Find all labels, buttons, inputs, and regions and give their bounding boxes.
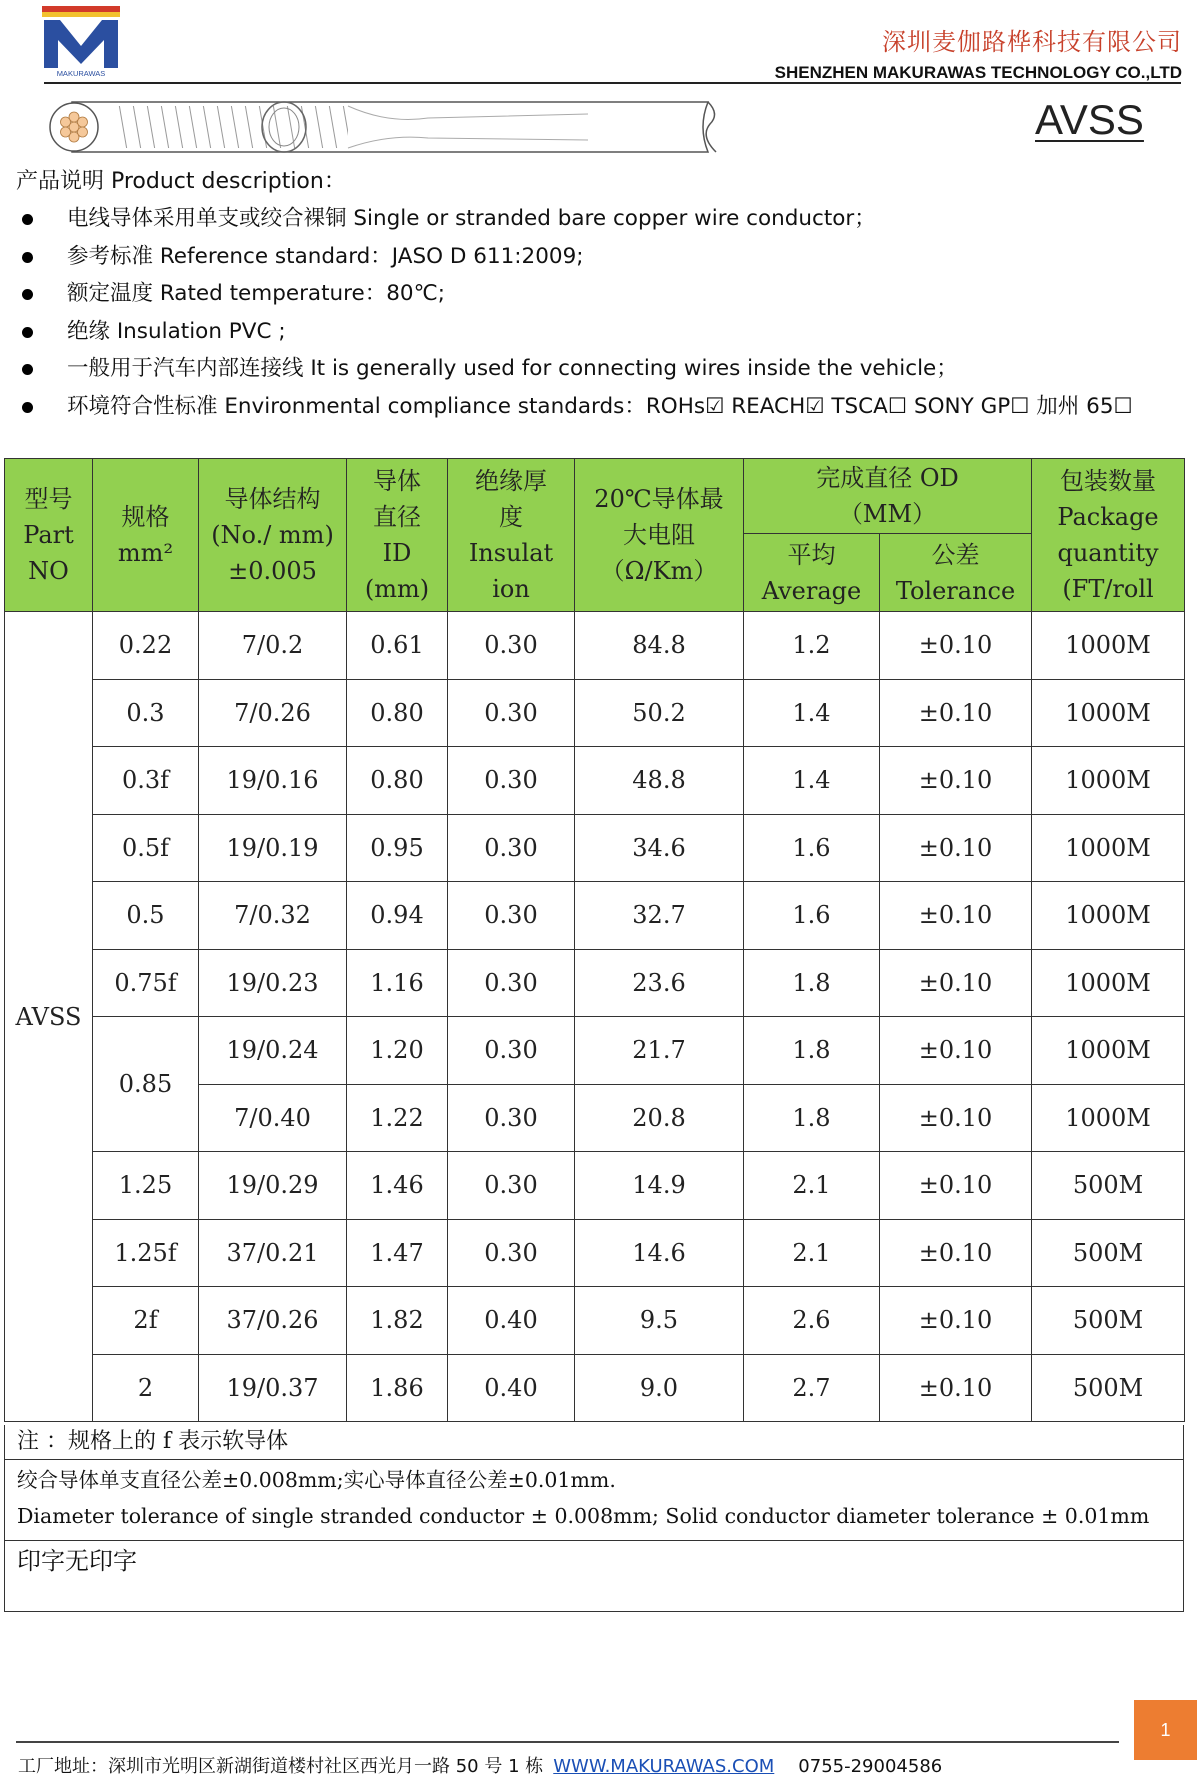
cell-average: 2.1: [744, 1219, 880, 1287]
header-od: 完成直径 OD （MM）: [744, 459, 1032, 534]
product-description: [16, 163, 1186, 425]
cell-average: 2.1: [744, 1152, 880, 1220]
cell-package: 500M: [1032, 1287, 1185, 1355]
cell-tolerance: ±0.10: [880, 949, 1032, 1017]
cell-insulation: 0.30: [448, 1084, 575, 1152]
website-link[interactable]: WWW.MAKURAWAS.COM: [553, 1756, 775, 1777]
cell-package: 1000M: [1032, 747, 1185, 815]
cell-average: 2.7: [744, 1354, 880, 1422]
cell-resistance: 14.9: [575, 1152, 744, 1220]
cell-average: 1.6: [744, 882, 880, 950]
cell-average: 1.6: [744, 814, 880, 882]
table-row: [5, 1287, 1185, 1355]
cell-tolerance: ±0.10: [880, 1084, 1032, 1152]
cell-structure: 19/0.23: [199, 949, 347, 1017]
cell-size: 0.75f: [93, 949, 199, 1017]
cell-insulation: 0.30: [448, 1017, 575, 1085]
table-row: [5, 949, 1185, 1017]
cell-average: 1.2: [744, 612, 880, 680]
phone-number: 0755-29004586: [798, 1756, 943, 1777]
cell-average: 1.8: [744, 1017, 880, 1085]
cell-average: 1.8: [744, 1084, 880, 1152]
cell-diameter: 1.22: [347, 1084, 448, 1152]
cell-diameter: 1.16: [347, 949, 448, 1017]
table-row: [5, 1354, 1185, 1422]
cell-tolerance: ±0.10: [880, 1354, 1032, 1422]
factory-address: 工厂地址：深圳市光明区新湖街道楼村社区西光月一路 50 号 1 栋: [18, 1756, 544, 1777]
cell-size: 2f: [93, 1287, 199, 1355]
cell-package: 1000M: [1032, 882, 1185, 950]
cell-diameter: 0.61: [347, 612, 448, 680]
footer-divider: [16, 1741, 1119, 1743]
cell-resistance: 34.6: [575, 814, 744, 882]
cell-resistance: 9.0: [575, 1354, 744, 1422]
cell-average: 1.4: [744, 747, 880, 815]
cell-size: 0.5f: [93, 814, 199, 882]
cell-diameter: 0.80: [347, 747, 448, 815]
cell-diameter: 1.47: [347, 1219, 448, 1287]
bullet-icon: [22, 402, 33, 413]
cell-structure: 37/0.26: [199, 1287, 347, 1355]
cell-diameter: 0.95: [347, 814, 448, 882]
bullet-icon: [22, 214, 33, 225]
description-item: 额定温度 Rated temperature：80℃;: [16, 275, 1186, 313]
cell-insulation: 0.30: [448, 747, 575, 815]
description-item: 一般用于汽车内部连接线 It is generally used for connecting wires inside the vehicle；: [16, 350, 1186, 388]
cell-insulation: 0.30: [448, 1219, 575, 1287]
description-item: 参考标准 Reference standard：JASO D 611:2009;: [16, 238, 1186, 276]
table-row: [5, 679, 1185, 747]
specification-table: [4, 458, 1185, 1422]
header-insulation: 绝缘厚 度 Insulat ion: [448, 459, 575, 612]
cell-resistance: 50.2: [575, 679, 744, 747]
cell-structure: 7/0.40: [199, 1084, 347, 1152]
table-row: [5, 1219, 1185, 1287]
cell-insulation: 0.30: [448, 612, 575, 680]
cell-package: 1000M: [1032, 814, 1185, 882]
cell-size: 0.22: [93, 612, 199, 680]
cell-resistance: 84.8: [575, 612, 744, 680]
model-title: AVSS: [1035, 96, 1144, 143]
cell-package: 1000M: [1032, 612, 1185, 680]
cell-resistance: 20.8: [575, 1084, 744, 1152]
cell-insulation: 0.40: [448, 1287, 575, 1355]
company-name-en: SHENZHEN MAKURAWAS TECHNOLOGY CO.,LTD: [774, 63, 1182, 82]
header-tolerance: 公差 Tolerance: [880, 534, 1032, 612]
cell-tolerance: ±0.10: [880, 1152, 1032, 1220]
cell-resistance: 23.6: [575, 949, 744, 1017]
company-header: [775, 22, 1182, 83]
cell-diameter: 1.20: [347, 1017, 448, 1085]
page-number: 1: [1134, 1700, 1197, 1760]
cell-resistance: 32.7: [575, 882, 744, 950]
cell-average: 1.8: [744, 949, 880, 1017]
cell-tolerance: ±0.10: [880, 1017, 1032, 1085]
bullet-icon: [22, 327, 33, 338]
cell-structure: 19/0.16: [199, 747, 347, 815]
footer: [18, 1752, 942, 1778]
table-row: [5, 1017, 1185, 1085]
cell-insulation: 0.30: [448, 949, 575, 1017]
cell-insulation: 0.30: [448, 882, 575, 950]
cell-structure: 7/0.32: [199, 882, 347, 950]
cell-size: 0.3f: [93, 747, 199, 815]
header-structure: 导体结构 (No./ mm) ±0.005: [199, 459, 347, 612]
cell-structure: 19/0.24: [199, 1017, 347, 1085]
note-tolerance-en: Diameter tolerance of single stranded conductor ± 0.008mm; Solid conductor diameter tolerance ± 0.01mm: [17, 1504, 1150, 1528]
cell-insulation: 0.40: [448, 1354, 575, 1422]
cell-size: 0.85: [93, 1017, 199, 1152]
table-row: [5, 612, 1185, 680]
cell-size: 1.25f: [93, 1219, 199, 1287]
cell-diameter: 1.82: [347, 1287, 448, 1355]
cell-structure: 19/0.19: [199, 814, 347, 882]
wire-illustration-icon: [48, 94, 748, 160]
cell-package: 1000M: [1032, 679, 1185, 747]
header-diameter: 导体 直径 ID (mm): [347, 459, 448, 612]
description-title: 产品说明 Product description：: [16, 169, 346, 194]
cell-package: 500M: [1032, 1152, 1185, 1220]
cell-package: 1000M: [1032, 949, 1185, 1017]
cell-structure: 7/0.2: [199, 612, 347, 680]
cell-diameter: 1.46: [347, 1152, 448, 1220]
makurawas-logo-icon: [42, 6, 120, 78]
cell-resistance: 21.7: [575, 1017, 744, 1085]
cell-structure: 37/0.21: [199, 1219, 347, 1287]
cell-tolerance: ±0.10: [880, 747, 1032, 815]
cell-tolerance: ±0.10: [880, 612, 1032, 680]
note-tolerance: [5, 1460, 1183, 1541]
note-printing: 印字无印字: [17, 1547, 137, 1575]
cell-resistance: 48.8: [575, 747, 744, 815]
cell-structure: 19/0.29: [199, 1152, 347, 1220]
cell-insulation: 0.30: [448, 1152, 575, 1220]
description-item: 环境符合性标准 Environmental compliance standards：ROHs☑ REACH☑ TSCA☐ SONY GP☐ 加州 65☐: [16, 388, 1186, 426]
header-divider: [44, 82, 1181, 84]
cell-structure: 19/0.37: [199, 1354, 347, 1422]
cell-diameter: 0.94: [347, 882, 448, 950]
cell-part-no: AVSS: [5, 612, 93, 1422]
company-logo: [42, 6, 120, 78]
note-soft-conductor: 注 ：规格上的 f 表示软导体: [5, 1425, 1183, 1460]
header-package: 包装数量 Package quantity (FT/roll: [1032, 459, 1185, 612]
description-item: 绝缘 Insulation PVC ;: [16, 313, 1186, 351]
cell-diameter: 0.80: [347, 679, 448, 747]
bullet-icon: [22, 289, 33, 300]
header-size: 规格 mm²: [93, 459, 199, 612]
cell-size: 2: [93, 1354, 199, 1422]
header-resistance: 20℃导体最 大电阻 （Ω/Km）: [575, 459, 744, 612]
table-row: [5, 882, 1185, 950]
cell-size: 0.5: [93, 882, 199, 950]
cell-insulation: 0.30: [448, 814, 575, 882]
cell-package: 1000M: [1032, 1017, 1185, 1085]
cell-average: 2.6: [744, 1287, 880, 1355]
cell-package: 1000M: [1032, 1084, 1185, 1152]
company-name-cn: 深圳麦伽路桦科技有限公司: [882, 28, 1182, 56]
note-tolerance-cn: 绞合导体单支直径公差±0.008mm;实心导体直径公差±0.01mm.: [17, 1468, 616, 1492]
cell-tolerance: ±0.10: [880, 679, 1032, 747]
cell-tolerance: ±0.10: [880, 814, 1032, 882]
cell-package: 500M: [1032, 1219, 1185, 1287]
cell-average: 1.4: [744, 679, 880, 747]
table-row: [5, 814, 1185, 882]
table-row: [5, 747, 1185, 815]
cell-structure: 7/0.26: [199, 679, 347, 747]
cell-size: 1.25: [93, 1152, 199, 1220]
bullet-icon: [22, 252, 33, 263]
description-item: 电线导体采用单支或绞合裸铜 Single or stranded bare copper wire conductor；: [16, 200, 1186, 238]
cell-tolerance: ±0.10: [880, 1219, 1032, 1287]
cell-insulation: 0.30: [448, 679, 575, 747]
cell-resistance: 9.5: [575, 1287, 744, 1355]
notes-section: [4, 1425, 1184, 1612]
header-average: 平均 Average: [744, 534, 880, 612]
cell-tolerance: ±0.10: [880, 1287, 1032, 1355]
bullet-icon: [22, 364, 33, 375]
cell-tolerance: ±0.10: [880, 882, 1032, 950]
cell-package: 500M: [1032, 1354, 1185, 1422]
table-row: [5, 1152, 1185, 1220]
header-part-no: 型号 Part NO: [5, 459, 93, 612]
cell-resistance: 14.6: [575, 1219, 744, 1287]
cell-diameter: 1.86: [347, 1354, 448, 1422]
logo-text: MAKURAWAS: [56, 69, 106, 78]
cell-size: 0.3: [93, 679, 199, 747]
